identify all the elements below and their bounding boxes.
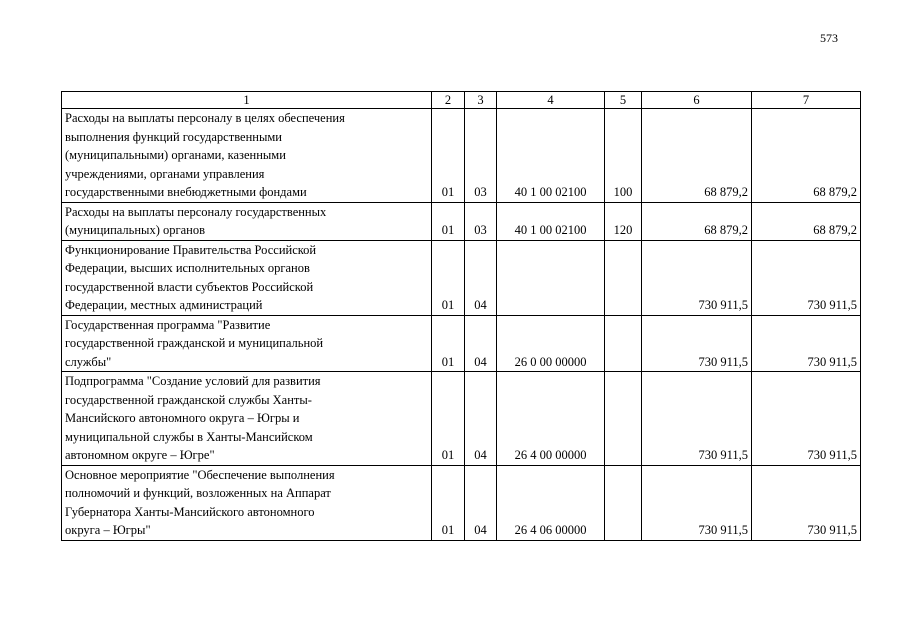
table-row xyxy=(62,372,861,466)
amount-col-6: 68 879,2 xyxy=(642,202,752,240)
column-header-3: 3 xyxy=(465,92,497,109)
section-code: 01 xyxy=(432,372,465,466)
amount-col-7: 68 879,2 xyxy=(752,109,861,203)
amount-col-7: 68 879,2 xyxy=(752,202,861,240)
column-header-6: 6 xyxy=(642,92,752,109)
amount-col-6: 730 911,5 xyxy=(642,372,752,466)
table-row xyxy=(62,109,861,203)
section-code: 01 xyxy=(432,240,465,315)
subsection-code: 03 xyxy=(465,109,497,203)
amount-col-7: 730 911,5 xyxy=(752,240,861,315)
expense-name: Функционирование Правительства Российской Федерации, высших исполнительных органов государственной власти субъектов Российской Федерации, местных администраций xyxy=(62,240,432,315)
amount-col-7: 730 911,5 xyxy=(752,372,861,466)
amount-col-6: 730 911,5 xyxy=(642,315,752,372)
subsection-code: 03 xyxy=(465,202,497,240)
table-row xyxy=(62,240,861,315)
expense-name: Государственная программа "Развитие государственной гражданской и муниципальной службы" xyxy=(62,315,432,372)
table-row xyxy=(62,315,861,372)
amount-col-7: 730 911,5 xyxy=(752,315,861,372)
column-header-5: 5 xyxy=(605,92,642,109)
table-row xyxy=(62,202,861,240)
section-code: 01 xyxy=(432,315,465,372)
column-header-2: 2 xyxy=(432,92,465,109)
column-header-7: 7 xyxy=(752,92,861,109)
expense-name: Расходы на выплаты персоналу в целях обеспечения выполнения функций государственными (муниципальными) органами, казенными учреждениями, органами управления государственными внебюджетными фондами xyxy=(62,109,432,203)
subsection-code: 04 xyxy=(465,240,497,315)
subsection-code: 04 xyxy=(465,465,497,540)
target-article-code: 40 1 00 02100 xyxy=(497,109,605,203)
target-article-code: 26 4 00 00000 xyxy=(497,372,605,466)
expense-type-code: 100 xyxy=(605,109,642,203)
target-article-code: 26 4 06 00000 xyxy=(497,465,605,540)
amount-col-6: 68 879,2 xyxy=(642,109,752,203)
target-article-code xyxy=(497,240,605,315)
header-row xyxy=(62,92,861,109)
expense-type-code: 120 xyxy=(605,202,642,240)
amount-col-6: 730 911,5 xyxy=(642,465,752,540)
column-header-1: 1 xyxy=(62,92,432,109)
section-code: 01 xyxy=(432,202,465,240)
subsection-code: 04 xyxy=(465,315,497,372)
expense-type-code xyxy=(605,315,642,372)
section-code: 01 xyxy=(432,465,465,540)
budget-table xyxy=(61,91,861,541)
target-article-code: 40 1 00 02100 xyxy=(497,202,605,240)
section-code: 01 xyxy=(432,109,465,203)
expense-name: Расходы на выплаты персоналу государственных (муниципальных) органов xyxy=(62,202,432,240)
table-row xyxy=(62,465,861,540)
expense-name: Подпрограмма "Создание условий для развития государственной гражданской службы Ханты- Мансийского автономного округа – Югры и муниципальной службы в Ханты-Мансийском автономном округе – Югре" xyxy=(62,372,432,466)
expense-name: Основное мероприятие "Обеспечение выполнения полномочий и функций, возложенных на Аппарат Губернатора Ханты-Мансийского автономного округа – Югры" xyxy=(62,465,432,540)
target-article-code: 26 0 00 00000 xyxy=(497,315,605,372)
expense-type-code xyxy=(605,240,642,315)
amount-col-6: 730 911,5 xyxy=(642,240,752,315)
subsection-code: 04 xyxy=(465,372,497,466)
expense-type-code xyxy=(605,372,642,466)
amount-col-7: 730 911,5 xyxy=(752,465,861,540)
page-number: 573 xyxy=(820,31,838,45)
column-header-4: 4 xyxy=(497,92,605,109)
expense-type-code xyxy=(605,465,642,540)
